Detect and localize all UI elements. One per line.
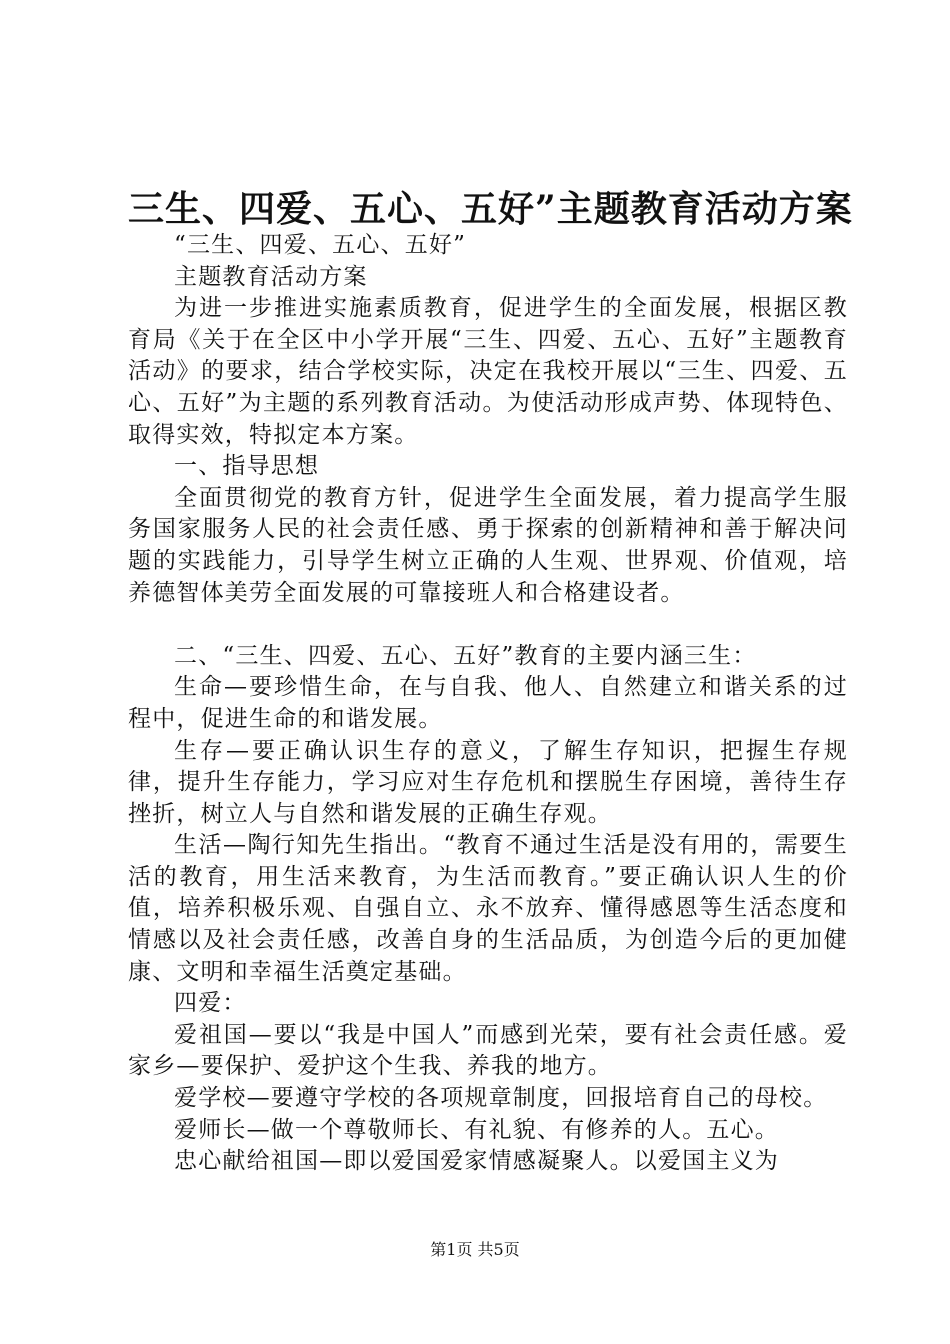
document-title: 三生、四爱、五心、五好”主题教育活动方案: [128, 188, 853, 230]
blank-line: [128, 609, 848, 641]
subtitle-line-1: “三生、四爱、五心、五好”: [174, 232, 467, 258]
subtitle-line-2: 主题教育活动方案: [174, 263, 368, 290]
paragraph-life: 生命—要珍惜生命，在与自我、他人、自然建立和谐关系的过程中，促进生命的和谐发展。: [128, 674, 848, 732]
document-body: [128, 230, 848, 1178]
paragraph-love-school: 爱学校—要遵守学校的各项规章制度，回报培育自己的母校。: [174, 1085, 828, 1112]
paragraph-loyalty: 忠心献给祖国—即以爱国爱家情感凝聚人。以爱国主义为: [174, 1148, 779, 1175]
paragraph-guiding-thought: 全面贯彻党的教育方针，促进学生全面发展，着力提高学生服务国家服务人民的社会责任感、勇于探索的创新精神和善于解决问题的实践能力，引导学生树立正确的人生观、世界观、价值观，培养德智体美劳全面发展的可靠接班人和合格建设者。: [128, 484, 848, 606]
paragraph-love-country: 爱祖国—要以“我是中国人”而感到光荣，要有社会责任感。爱家乡—要保护、爱护这个生我、养我的地方。: [128, 1021, 848, 1080]
paragraph-survival: 生存—要正确认识生存的意义，了解生存知识，把握生存规律，提升生存能力，学习应对生存危机和摆脱生存困境，善待生存挫折，树立人与自然和谐发展的正确生存观。: [128, 737, 848, 827]
section-heading-guiding-thought: 一、指导思想: [174, 453, 320, 480]
section-heading-four-loves: 四爱：: [174, 990, 247, 1017]
page-footer: 第1页 共5页: [430, 1240, 520, 1259]
paragraph-living: 生活—陶行知先生指出。“教育不通过生活是没有用的，需要生活的教育，用生活来教育，为生活而教育。”要正确认识人生的价值，培养积极乐观、自强自立、永不放弃、懂得感恩等生活态度和情感以及社会责任感，改善自身的生活品质，为创造今后的更加健康、文明和幸福生活奠定基础。: [128, 832, 848, 985]
paragraph-intro: 为进一步推进实施素质教育，促进学生的全面发展，根据区教育局《关于在全区中小学开展“三生、四爱、五心、五好”主题教育活动》的要求，结合学校实际，决定在我校开展以“三生、四爱、五心、五好”为主题的系列教育活动。为使活动形成声势、体现特色、取得实效，特拟定本方案。: [128, 295, 848, 448]
section-heading-main-content: 二、“三生、四爱、五心、五好”教育的主要内涵三生：: [174, 642, 757, 669]
paragraph-love-teachers: 爱师长—做一个尊敬师长、有礼貌、有修养的人。五心。: [174, 1116, 779, 1143]
